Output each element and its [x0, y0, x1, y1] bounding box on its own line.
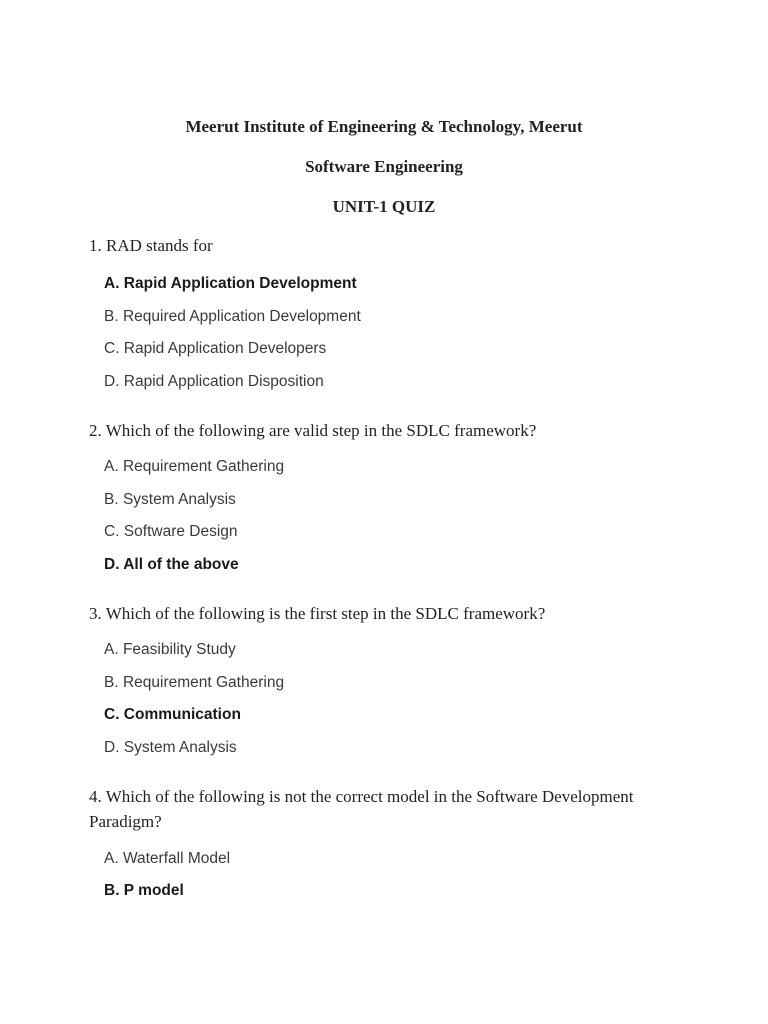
question-2-option-d: D. All of the above: [104, 556, 239, 573]
question-3-option-b: B. Requirement Gathering: [104, 674, 285, 691]
question-4-option-b: B. P model: [104, 882, 184, 899]
question-4-option-a: A. Waterfall Model: [104, 850, 231, 867]
question-1-option-b: B. Required Application Development: [104, 308, 361, 325]
question-1-option-d: D. Rapid Application Disposition: [104, 373, 324, 390]
institute-title: Meerut Institute of Engineering & Technology, Meerut: [185, 117, 583, 136]
question-2-option-c: C. Software Design: [104, 523, 238, 540]
question-2-text: 2. Which of the following are valid step in the SDLC framework?: [89, 421, 537, 440]
question-1-option-a: A. Rapid Application Development: [104, 275, 357, 292]
question-3-option-a: A. Feasibility Study: [104, 641, 236, 658]
question-3-option-c: C. Communication: [104, 706, 241, 723]
question-2-option-a: A. Requirement Gathering: [104, 458, 285, 475]
subject-title: Software Engineering: [305, 157, 463, 176]
question-1-text: 1. RAD stands for: [89, 236, 213, 255]
question-3-text: 3. Which of the following is the first step in the SDLC framework?: [89, 604, 546, 623]
quiz-title: UNIT-1 QUIZ: [332, 197, 436, 216]
question-4-text: 4. Which of the following is not the correct model in the Software Development Paradigm?: [89, 787, 634, 831]
question-1-option-c: C. Rapid Application Developers: [104, 340, 327, 357]
question-3-option-d: D. System Analysis: [104, 739, 237, 756]
question-2-option-b: B. System Analysis: [104, 491, 236, 508]
